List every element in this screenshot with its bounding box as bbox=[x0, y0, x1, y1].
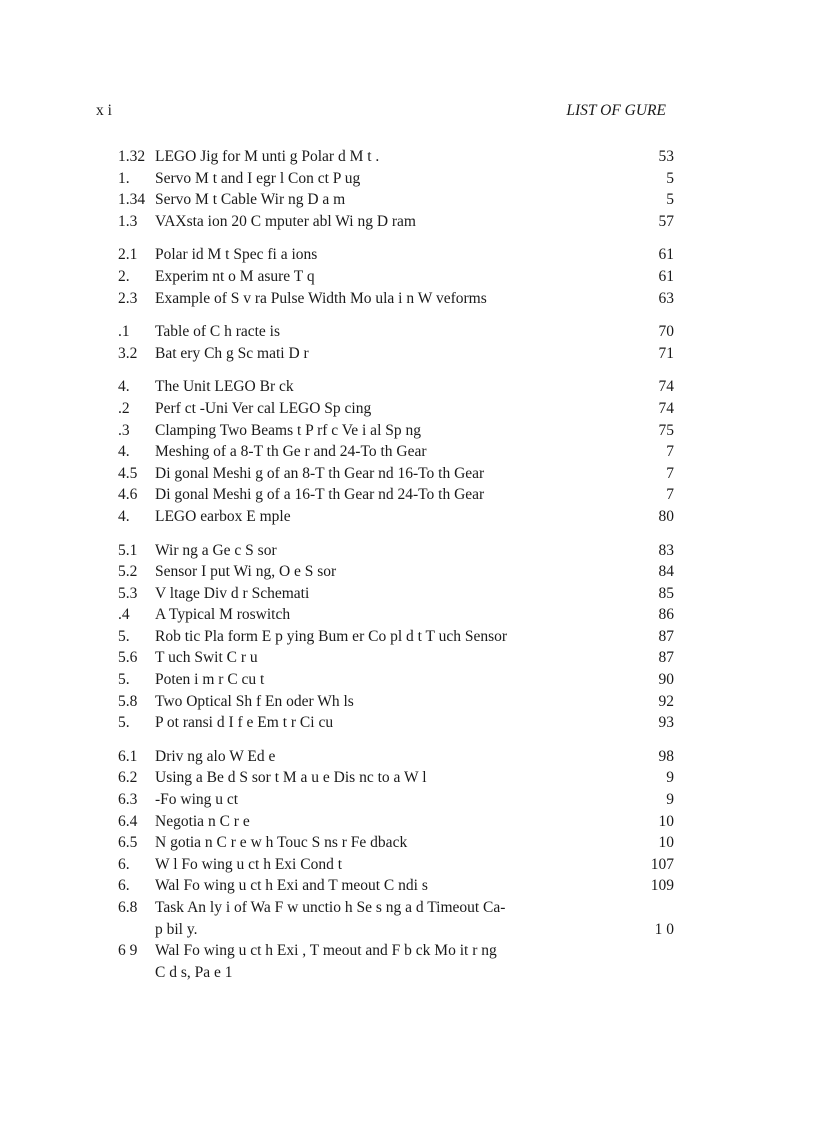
figure-number: 2. bbox=[118, 267, 130, 285]
figure-title: VAXsta ion 20 C mputer abl Wi ng D ram bbox=[155, 212, 416, 230]
toc-entry bbox=[118, 583, 674, 605]
figure-title: Servo M t and I egr l Con ct P ug bbox=[155, 169, 361, 187]
toc-entry bbox=[118, 940, 674, 983]
page-reference: 61 bbox=[658, 267, 674, 285]
figure-title: Di gonal Meshi g of a 16-T th Gear nd 24-To th Gear bbox=[155, 486, 485, 504]
figure-title: Perf ct -Uni Ver cal LEGO Sp cing bbox=[155, 399, 372, 417]
page-reference: 70 bbox=[658, 323, 674, 341]
figure-title: Experim nt o M asure T q bbox=[155, 267, 315, 285]
page-reference: 10 bbox=[658, 812, 674, 830]
page-reference: 53 bbox=[658, 148, 674, 165]
page-reference: 83 bbox=[658, 541, 674, 559]
toc-entry bbox=[118, 168, 674, 190]
figure-number: .1 bbox=[118, 323, 130, 341]
figure-title: N gotia n C r e w h Touc S ns r Fe dback bbox=[155, 834, 408, 852]
figure-title-line: Wal Fo wing u ct h Exi , T meout and F b ck Mo it r ng bbox=[155, 942, 497, 960]
toc-entry bbox=[118, 211, 674, 233]
figure-title: Rob tic Pla form E p ying Bum er Co pl d t T uch Sensor bbox=[155, 627, 508, 645]
figure-number: 6.1 bbox=[118, 747, 138, 765]
page-reference: 5 bbox=[666, 191, 674, 209]
figure-number: 6 9 bbox=[118, 942, 138, 960]
toc-entry bbox=[118, 875, 674, 897]
page-header bbox=[96, 102, 666, 126]
figure-number: .3 bbox=[118, 421, 130, 439]
page-reference: 74 bbox=[658, 378, 674, 396]
figure-number: 6.5 bbox=[118, 834, 138, 852]
figure-title: Table of C h racte is bbox=[155, 323, 281, 341]
toc-group bbox=[118, 146, 674, 232]
page-reference: 75 bbox=[658, 421, 674, 439]
figure-title: T uch Swit C r u bbox=[155, 649, 258, 667]
toc-entry bbox=[118, 832, 674, 854]
toc-group bbox=[118, 244, 674, 309]
toc-group bbox=[118, 321, 674, 364]
running-title: LIST OF GURE bbox=[566, 102, 666, 119]
figure-number: 1.3 bbox=[118, 212, 138, 230]
toc-entry bbox=[118, 146, 674, 168]
figure-title-line: C d s, Pa e 1 bbox=[155, 963, 233, 981]
toc-entry bbox=[118, 897, 674, 940]
figure-number: 4.6 bbox=[118, 486, 138, 504]
figure-title: V ltage Div d r Schemati bbox=[155, 584, 310, 602]
toc-entry bbox=[118, 288, 674, 310]
figure-title: A Typical M roswitch bbox=[155, 606, 291, 624]
page-reference: 98 bbox=[658, 747, 674, 765]
figure-title: W l Fo wing u ct h Exi Cond t bbox=[155, 855, 343, 873]
figure-title: LEGO Jig for M unti g Polar d M t . bbox=[155, 148, 380, 165]
page-reference: 71 bbox=[658, 344, 674, 362]
page-reference: 9 bbox=[666, 769, 674, 787]
figure-title: Two Optical Sh f En oder Wh ls bbox=[155, 692, 354, 710]
page-reference: 61 bbox=[658, 246, 674, 264]
figure-title bbox=[155, 940, 644, 983]
figure-number: 6.8 bbox=[118, 899, 138, 916]
page-reference: 9 bbox=[666, 791, 674, 809]
toc-entry bbox=[118, 441, 674, 463]
figure-title: Bat ery Ch g Sc mati D r bbox=[155, 344, 309, 362]
figure-number: 4. bbox=[118, 507, 130, 525]
figure-number: 5. bbox=[118, 627, 130, 645]
toc-entry bbox=[118, 420, 674, 442]
toc-entry bbox=[118, 376, 674, 398]
figure-number: 6. bbox=[118, 855, 130, 873]
toc-entry bbox=[118, 811, 674, 833]
toc-entry bbox=[118, 746, 674, 768]
figure-number: 3.2 bbox=[118, 344, 138, 362]
figure-title: Meshing of a 8-T th Ge r and 24-To th Gear bbox=[155, 443, 427, 461]
page-reference: 87 bbox=[658, 627, 674, 645]
figure-number: 4.5 bbox=[118, 464, 138, 482]
page-reference: 57 bbox=[658, 212, 674, 230]
figure-title: Servo M t Cable Wir ng D a m bbox=[155, 191, 346, 209]
figure-title-line: Task An ly i of Wa F w unctio h Se s ng a d Timeout Ca- bbox=[155, 899, 506, 916]
figure-number: 2.1 bbox=[118, 246, 138, 264]
page-reference: 63 bbox=[658, 289, 674, 307]
page-reference: 10 bbox=[658, 834, 674, 852]
figure-number: 5. bbox=[118, 714, 130, 732]
figure-title: Poten i m r C cu t bbox=[155, 671, 265, 689]
figure-number: 6.2 bbox=[118, 769, 138, 787]
figure-title: LEGO earbox E mple bbox=[155, 507, 291, 525]
figure-title: Polar id M t Spec fi a ions bbox=[155, 246, 318, 264]
figure-number: .4 bbox=[118, 606, 130, 624]
figure-title: Driv ng alo W Ed e bbox=[155, 747, 276, 765]
figure-number: 5.8 bbox=[118, 692, 138, 710]
page-reference: 74 bbox=[658, 399, 674, 417]
toc-entry bbox=[118, 626, 674, 648]
toc-group bbox=[118, 540, 674, 734]
figure-title: Example of S v ra Pulse Width Mo ula i n W veforms bbox=[155, 289, 487, 307]
toc-entry bbox=[118, 854, 674, 876]
figure-title: Using a Be d S sor t M a u e Dis nc to a W l bbox=[155, 769, 427, 787]
figure-title: P ot ransi d I f e Em t r Ci cu bbox=[155, 714, 334, 732]
figure-number: 5. bbox=[118, 671, 130, 689]
figure-number: 2.3 bbox=[118, 289, 138, 307]
toc-entry bbox=[118, 398, 674, 420]
page-reference: 7 bbox=[666, 486, 674, 504]
toc-entry bbox=[118, 189, 674, 211]
toc-entry bbox=[118, 767, 674, 789]
figure-title: -Fo wing u ct bbox=[155, 791, 239, 809]
figure-title: Wal Fo wing u ct h Exi and T meout C ndi s bbox=[155, 877, 428, 895]
toc-entry bbox=[118, 463, 674, 485]
page-reference: 1 0 bbox=[654, 920, 674, 938]
figure-title: The Unit LEGO Br ck bbox=[155, 378, 294, 396]
toc-entry bbox=[118, 604, 674, 626]
page-reference: 87 bbox=[658, 649, 674, 667]
page-reference: 80 bbox=[658, 507, 674, 525]
toc-entry bbox=[118, 691, 674, 713]
toc-entry bbox=[118, 484, 674, 506]
toc-entry bbox=[118, 561, 674, 583]
toc-entry bbox=[118, 244, 674, 266]
page-reference: 92 bbox=[658, 692, 674, 710]
toc-entry bbox=[118, 669, 674, 691]
figure-number: 6. bbox=[118, 877, 130, 895]
figure-title: Negotia n C r e bbox=[155, 812, 250, 830]
figure-title: Clamping Two Beams t P rf c Ve i al Sp ng bbox=[155, 421, 421, 439]
figure-number: 6.3 bbox=[118, 791, 138, 809]
page-reference: 85 bbox=[658, 584, 674, 602]
toc-entry bbox=[118, 712, 674, 734]
page-reference: 93 bbox=[658, 714, 674, 732]
figure-number: 1.32 bbox=[118, 148, 146, 165]
figure-title bbox=[155, 897, 644, 940]
toc-entry bbox=[118, 540, 674, 562]
figure-number: 5.6 bbox=[118, 649, 138, 667]
figure-number: .2 bbox=[118, 399, 130, 417]
figure-number: 5.3 bbox=[118, 584, 138, 602]
figure-number: 4. bbox=[118, 443, 130, 461]
page-reference: 86 bbox=[658, 606, 674, 624]
figure-number: 5.1 bbox=[118, 541, 138, 559]
page-number: x i bbox=[96, 102, 112, 119]
page-reference: 5 bbox=[666, 169, 674, 187]
figure-number: 5.2 bbox=[118, 563, 138, 581]
page-reference: 109 bbox=[650, 877, 674, 895]
figure-number: 4. bbox=[118, 378, 130, 396]
list-of-figures bbox=[118, 146, 674, 995]
page-reference: 84 bbox=[658, 563, 674, 581]
toc-entry bbox=[118, 506, 674, 528]
toc-group bbox=[118, 376, 674, 527]
figure-title-line: p bil y. bbox=[155, 920, 198, 938]
page-reference: 90 bbox=[658, 671, 674, 689]
page-reference: 107 bbox=[650, 855, 674, 873]
toc-entry bbox=[118, 343, 674, 365]
figure-title: Wir ng a Ge c S sor bbox=[155, 541, 277, 559]
figure-title: Di gonal Meshi g of an 8-T th Gear nd 16-To th Gear bbox=[155, 464, 485, 482]
toc-entry bbox=[118, 266, 674, 288]
toc-entry bbox=[118, 647, 674, 669]
figure-number: 6.4 bbox=[118, 812, 138, 830]
figure-number: 1.34 bbox=[118, 191, 146, 209]
page-reference: 7 bbox=[666, 443, 674, 461]
toc-entry bbox=[118, 789, 674, 811]
figure-title: Sensor I put Wi ng, O e S sor bbox=[155, 563, 337, 581]
toc-entry bbox=[118, 321, 674, 343]
page-reference: 7 bbox=[666, 464, 674, 482]
figure-number: 1. bbox=[118, 169, 130, 187]
toc-group bbox=[118, 746, 674, 984]
